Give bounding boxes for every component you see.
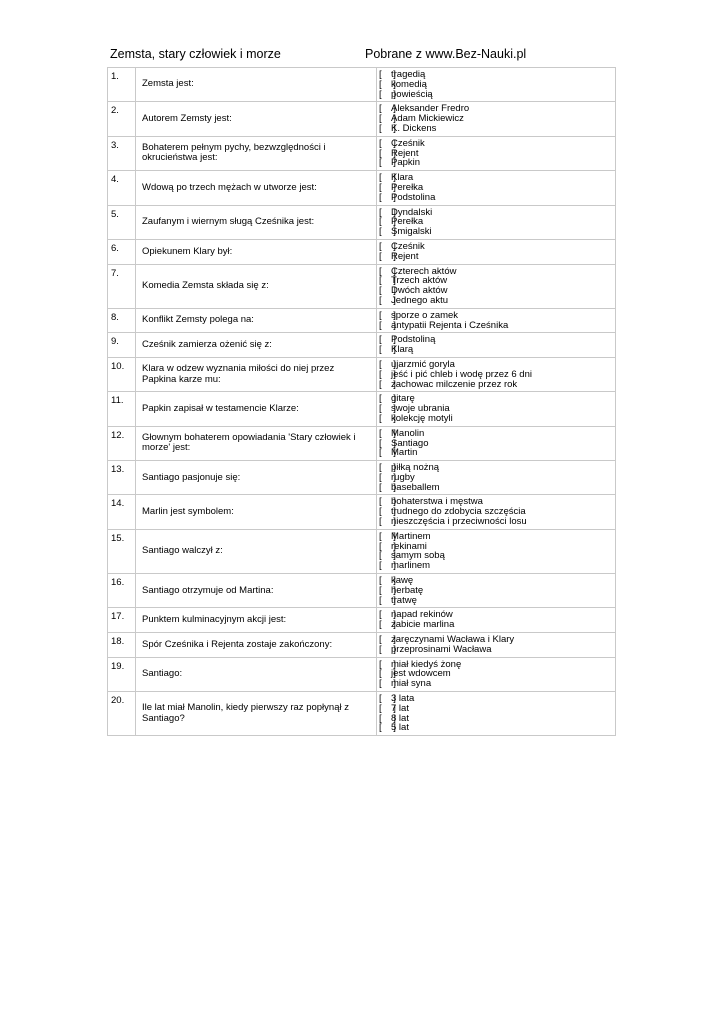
answer-option-label: jeść i pić chleb i wodę przez 6 dni xyxy=(391,368,532,380)
answer-option[interactable] xyxy=(379,380,615,390)
answer-options xyxy=(377,136,616,170)
answer-option[interactable] xyxy=(379,704,615,714)
answer-options xyxy=(377,264,616,308)
document-title: Zemsta, stary człowiek i morze xyxy=(110,47,281,61)
question-text: Cześnik zamierza ożenić się z: xyxy=(136,333,377,358)
question-text: Bohaterem pełnym pychy, bezwzględności i okrucieństwa jest: xyxy=(136,136,377,170)
question-number: 3. xyxy=(108,136,136,170)
checkbox-bracket[interactable] xyxy=(379,345,391,355)
answer-option-label: Manolin xyxy=(391,427,425,439)
answer-option-label: 8 lat xyxy=(391,712,409,724)
question-row xyxy=(108,529,616,573)
question-text: Santiago pasjonuje się: xyxy=(136,461,377,495)
answer-option-label: trudnego do zdobycia szczęścia xyxy=(391,506,526,518)
answer-option[interactable] xyxy=(379,414,615,424)
question-number: 19. xyxy=(108,657,136,691)
answer-options xyxy=(377,171,616,205)
answer-option-label: Podstolina xyxy=(391,191,436,203)
question-text: Santiago: xyxy=(136,657,377,691)
answer-option-label: Czterech aktów xyxy=(391,265,457,277)
answer-option[interactable] xyxy=(379,335,615,345)
answer-option-label: Martin xyxy=(391,447,418,459)
answer-option[interactable] xyxy=(379,723,615,733)
checkbox-bracket[interactable] xyxy=(379,645,391,655)
answer-option-label: Dwóch aktów xyxy=(391,285,448,297)
answer-option-label: komedią xyxy=(391,78,427,90)
question-row xyxy=(108,102,616,136)
question-text: Klara w odzew wyznania miłości do niej przez Papkina karze mu: xyxy=(136,357,377,391)
answer-option-label: bohaterstwa i męstwa xyxy=(391,496,483,508)
answer-option-label: miał kiedyś żonę xyxy=(391,658,462,670)
question-text: Santiago walczył z: xyxy=(136,529,377,573)
answer-option-label: Rejent xyxy=(391,147,419,159)
checkbox-bracket[interactable] xyxy=(379,380,391,390)
quiz-body xyxy=(108,68,616,736)
question-number: 5. xyxy=(108,205,136,239)
answer-option[interactable] xyxy=(379,193,615,203)
question-number: 12. xyxy=(108,426,136,460)
checkbox-bracket[interactable] xyxy=(379,620,391,630)
answer-options xyxy=(377,657,616,691)
question-text: Wdową po trzech mężach w utworze jest: xyxy=(136,171,377,205)
answer-option-label: Perełka xyxy=(391,216,424,228)
question-number: 18. xyxy=(108,633,136,658)
answer-option-label: 5 lat xyxy=(391,722,409,734)
question-text: Opiekunem Klary był: xyxy=(136,239,377,264)
question-row xyxy=(108,308,616,333)
question-row xyxy=(108,461,616,495)
question-text: Konflikt Zemsty polega na: xyxy=(136,308,377,333)
checkbox-bracket[interactable] xyxy=(379,252,391,262)
question-row xyxy=(108,357,616,391)
question-number: 11. xyxy=(108,392,136,426)
checkbox-bracket[interactable] xyxy=(379,227,391,237)
question-row xyxy=(108,392,616,426)
question-number: 20. xyxy=(108,692,136,736)
answer-option[interactable] xyxy=(379,483,615,493)
answer-option[interactable] xyxy=(379,90,615,100)
answer-option-label: tratwę xyxy=(391,594,417,606)
answer-options xyxy=(377,529,616,573)
answer-option-label: Trzech aktów xyxy=(391,275,448,287)
answer-option[interactable] xyxy=(379,679,615,689)
answer-options xyxy=(377,333,616,358)
answer-option-label: powieścią xyxy=(391,88,433,100)
answer-option-label: 3 lata xyxy=(391,693,415,705)
answer-option[interactable] xyxy=(379,596,615,606)
answer-option-label: antypatii Rejenta i Cześnika xyxy=(391,319,509,331)
answer-options xyxy=(377,633,616,658)
question-text: Głownym bohaterem opowiadania 'Stary człowiek i morze' jest: xyxy=(136,426,377,460)
answer-option-label: Klarą xyxy=(391,344,414,356)
checkbox-bracket[interactable] xyxy=(379,723,391,733)
answer-option-label: rugby xyxy=(391,471,415,483)
answer-option-label: 7 lat xyxy=(391,702,409,714)
question-number: 6. xyxy=(108,239,136,264)
checkbox-bracket[interactable] xyxy=(379,448,391,458)
checkbox-bracket[interactable] xyxy=(379,679,391,689)
question-row xyxy=(108,426,616,460)
checkbox-bracket[interactable] xyxy=(379,124,391,134)
answer-option-label: piłką nożną xyxy=(391,462,440,474)
answer-option-label: tragedią xyxy=(391,69,426,80)
question-row xyxy=(108,136,616,170)
question-number: 13. xyxy=(108,461,136,495)
quiz-table xyxy=(107,67,616,736)
answer-option-label: Aleksander Fredro xyxy=(391,103,470,115)
answer-options xyxy=(377,205,616,239)
answer-option-label: sporze o zamek xyxy=(391,309,459,321)
checkbox-bracket[interactable] xyxy=(379,193,391,203)
question-row xyxy=(108,692,616,736)
question-row xyxy=(108,495,616,529)
answer-options xyxy=(377,239,616,264)
answer-option[interactable] xyxy=(379,158,615,168)
question-number: 7. xyxy=(108,264,136,308)
question-row xyxy=(108,68,616,102)
answer-option[interactable] xyxy=(379,252,615,262)
question-row xyxy=(108,205,616,239)
answer-option-label: gitarę xyxy=(391,393,415,405)
answer-option-label: rekinami xyxy=(391,540,427,552)
answer-option-label: nieszczęścia i przeciwności losu xyxy=(391,516,527,528)
question-text: Komedia Zemsta składa się z: xyxy=(136,264,377,308)
answer-option-label: Rejent xyxy=(391,250,419,262)
answer-option-label: napad rekinów xyxy=(391,609,453,621)
question-number: 1. xyxy=(108,68,136,102)
question-number: 4. xyxy=(108,171,136,205)
answer-options xyxy=(377,308,616,333)
checkbox-bracket[interactable] xyxy=(379,561,391,571)
question-text: Autorem Zemsty jest: xyxy=(136,102,377,136)
answer-option[interactable] xyxy=(379,296,615,306)
answer-option-label: Cześnik xyxy=(391,137,425,149)
answer-options xyxy=(377,392,616,426)
question-text: Marlin jest symbolem: xyxy=(136,495,377,529)
answer-option[interactable] xyxy=(379,645,615,655)
checkbox-bracket[interactable] xyxy=(379,321,391,331)
checkbox-bracket[interactable] xyxy=(379,517,391,527)
question-text: Zaufanym i wiernym sługą Cześnika jest: xyxy=(136,205,377,239)
answer-options xyxy=(377,426,616,460)
answer-option[interactable] xyxy=(379,517,615,527)
answer-option-label: zachowac milczenie przez rok xyxy=(391,378,518,390)
answer-option[interactable] xyxy=(379,227,615,237)
question-number: 2. xyxy=(108,102,136,136)
answer-option[interactable] xyxy=(379,694,615,704)
question-text: Ile lat miał Manolin, kiedy pierwszy raz popłynął z Santiago? xyxy=(136,692,377,736)
answer-option-label: K. Dickens xyxy=(391,122,437,134)
checkbox-bracket[interactable] xyxy=(379,414,391,424)
question-row xyxy=(108,608,616,633)
question-number: 16. xyxy=(108,574,136,608)
checkbox-bracket[interactable] xyxy=(379,296,391,306)
answer-option[interactable] xyxy=(379,345,615,355)
question-row xyxy=(108,264,616,308)
answer-option[interactable] xyxy=(379,714,615,724)
answer-option[interactable] xyxy=(379,620,615,630)
answer-option-label: herbatę xyxy=(391,584,424,596)
question-row xyxy=(108,574,616,608)
answer-option-label: Papkin xyxy=(391,157,421,169)
question-text: Zemsta jest: xyxy=(136,68,377,102)
answer-option-label: Adam Mickiewicz xyxy=(391,113,464,125)
question-number: 9. xyxy=(108,333,136,358)
question-text: Spór Cześnika i Rejenta zostaje zakończony: xyxy=(136,633,377,658)
source-label: Pobrane z www.Bez-Nauki.pl xyxy=(365,47,527,61)
answer-option-label: marlinem xyxy=(391,560,431,572)
question-row xyxy=(108,633,616,658)
answer-option-label: baseballem xyxy=(391,481,440,493)
question-number: 17. xyxy=(108,608,136,633)
answer-option-label: kawę xyxy=(391,575,414,587)
question-number: 15. xyxy=(108,529,136,573)
question-row xyxy=(108,657,616,691)
question-text: Santiago otrzymuje od Martina: xyxy=(136,574,377,608)
answer-option-label: kolekcję motyli xyxy=(391,412,453,424)
answer-option-label: jest wdowcem xyxy=(391,668,451,680)
answer-options xyxy=(377,102,616,136)
question-row xyxy=(108,333,616,358)
answer-option-label: Perełka xyxy=(391,181,424,193)
answer-option[interactable] xyxy=(379,448,615,458)
question-number: 14. xyxy=(108,495,136,529)
answer-options xyxy=(377,495,616,529)
answer-option[interactable] xyxy=(379,561,615,571)
answer-option-label: Dyndalski xyxy=(391,206,433,218)
answer-option-label: Jednego aktu xyxy=(391,294,449,306)
answer-options xyxy=(377,574,616,608)
question-text: Papkin zapisał w testamencie Klarze: xyxy=(136,392,377,426)
answer-option-label: Cześnik xyxy=(391,240,425,252)
answer-options xyxy=(377,68,616,102)
checkbox-bracket[interactable] xyxy=(379,596,391,606)
answer-option-label: zaręczynami Wacława i Klary xyxy=(391,634,515,646)
question-row xyxy=(108,239,616,264)
question-number: 10. xyxy=(108,357,136,391)
answer-options xyxy=(377,357,616,391)
answer-option-label: samym sobą xyxy=(391,550,445,562)
answer-option-label: ujarzmić goryla xyxy=(391,358,455,370)
checkbox-bracket[interactable] xyxy=(379,483,391,493)
question-number: 8. xyxy=(108,308,136,333)
answer-option-label: Podstoliną xyxy=(391,334,436,346)
answer-option-label: zabicie marlina xyxy=(391,619,455,631)
answer-option-label: Santiago xyxy=(391,437,429,449)
answer-options xyxy=(377,608,616,633)
answer-option-label: swoje ubrania xyxy=(391,403,450,415)
answer-options xyxy=(377,692,616,736)
answer-option-label: Klara xyxy=(391,172,414,184)
answer-options xyxy=(377,461,616,495)
answer-option-label: Martinem xyxy=(391,530,431,542)
checkbox-bracket[interactable] xyxy=(379,158,391,168)
answer-option-label: Śmigalski xyxy=(391,226,432,238)
checkbox-bracket[interactable] xyxy=(379,90,391,100)
question-row xyxy=(108,171,616,205)
answer-option-label: przeprosinami Wacława xyxy=(391,643,492,655)
answer-option[interactable] xyxy=(379,321,615,331)
question-text: Punktem kulminacyjnym akcji jest: xyxy=(136,608,377,633)
answer-option[interactable] xyxy=(379,124,615,134)
answer-option-label: miał syna xyxy=(391,678,432,690)
